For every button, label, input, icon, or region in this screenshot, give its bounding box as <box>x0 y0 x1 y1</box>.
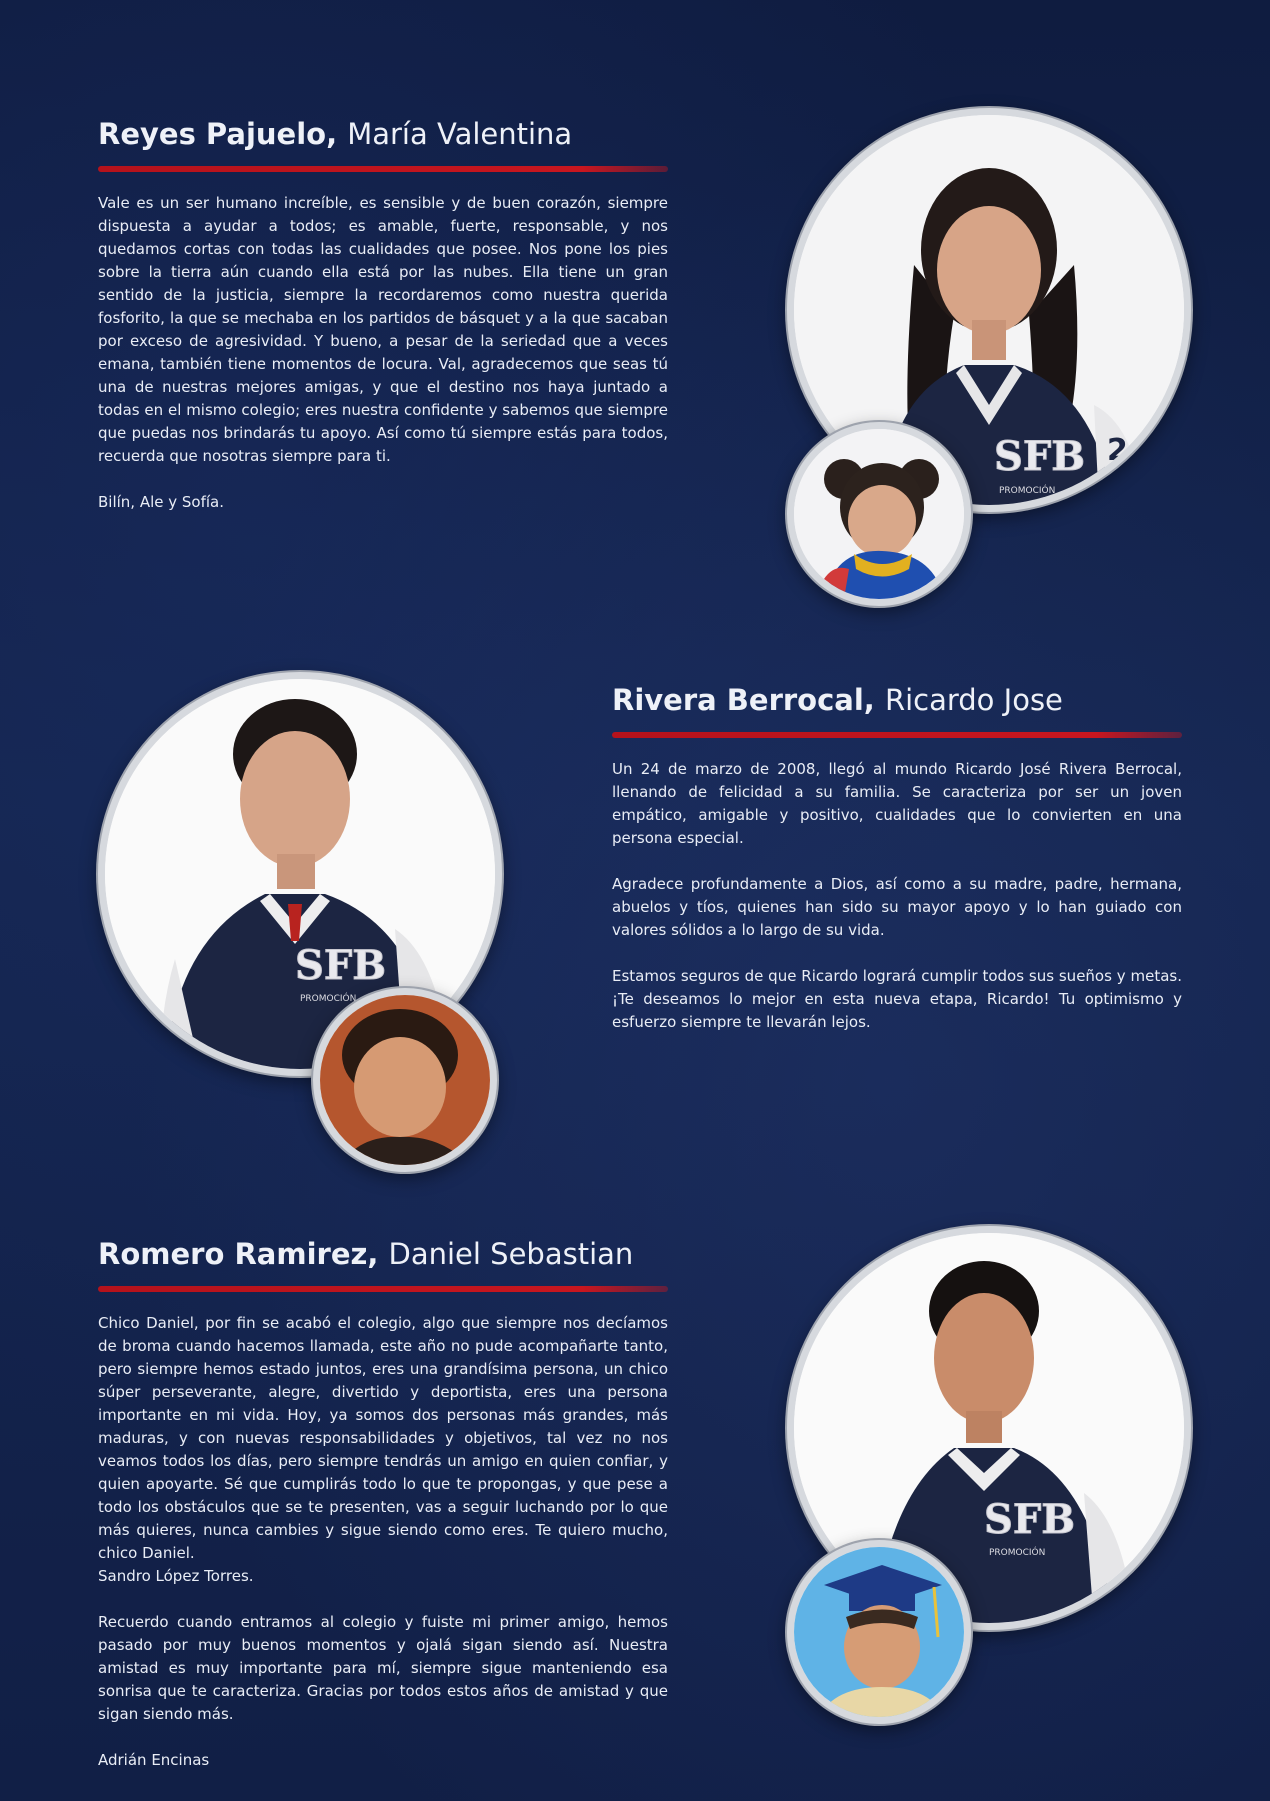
student-name <box>98 116 668 152</box>
red-divider <box>98 1286 668 1292</box>
last-name: Rivera Berrocal, <box>612 683 875 717</box>
last-name: Reyes Pajuelo, <box>98 117 338 151</box>
sleeve-number: 24 <box>1107 433 1149 468</box>
jacket-letters: SFB <box>295 942 387 989</box>
inline-signature: Sandro López Torres. <box>98 1567 254 1585</box>
first-name: Ricardo Jose <box>884 683 1063 717</box>
dedication-signature: Bilín, Ale y Sofía. <box>98 493 225 511</box>
dedication-paragraph: Un 24 de marzo de 2008, llegó al mundo Ricardo José Rivera Berrocal, llenando de felicidad a su familia. Se caracteriza por ser un joven empático, amigable y positivo, cualidades que lo convierten en una persona especial. <box>612 760 1182 847</box>
childhood-photo <box>787 422 971 606</box>
student-entry-romero <box>98 1236 668 1772</box>
jacket-sub-text: PROMOCIÓN <box>999 486 1056 496</box>
first-name: María Valentina <box>347 117 573 151</box>
dedication-paragraph: Estamos seguros de que Ricardo logrará cumplir todos sus sueños y metas. ¡Te deseamos lo mejor en esta nueva etapa, Ricardo! Tu optimismo y esfuerzo siempre te llevarán lejos. <box>612 967 1182 1031</box>
dedication-signature: Adrián Encinas <box>98 1751 210 1769</box>
student-name <box>98 1236 668 1272</box>
last-name: Romero Ramirez, <box>98 1237 379 1271</box>
dedication-paragraph: Agradece profundamente a Dios, así como a su madre, padre, hermana, abuelos y tíos, quienes han sido su mayor apoyo y lo han guiado con valores sólidos a lo largo de su vida. <box>612 875 1182 939</box>
red-divider <box>98 166 668 172</box>
jacket-letters: SFB <box>994 433 1086 480</box>
student-name <box>612 682 1182 718</box>
childhood-photo <box>313 988 497 1172</box>
dedication-paragraph: Recuerdo cuando entramos al colegio y fuiste mi primer amigo, hemos pasado por muy buenos momentos y ojalá sigan siendo así. Nuestra amistad es muy importante para mí, siempre sigue manteniendo esa sonrisa que te caracteriza. Gracias por todos estos años de amistad y que sigan siendo más. <box>98 1613 668 1723</box>
first-name: Daniel Sebastian <box>388 1237 634 1271</box>
dedication-paragraph: Vale es un ser humano increíble, es sensible y de buen corazón, siempre dispuesta a ayudar a todos; es amable, fuerte, responsable, y nos quedamos cortas con todas las cualidades que posee. Nos pone los pies sobre la tierra aún cuando ella está por las nubes. Ella tiene un gran sentido de la justicia, siempre la recordaremos como nuestra querida fosforito, la que se mechaba en los partidos de básquet y a la que sacaban por exceso de agresividad. Y bueno, a pesar de la seriedad que a veces emana, también tiene momentos de locura. Val, agradecemos que seas tú una de nuestras mejores amigas, y que el destino nos haya juntado a todas en el mismo colegio; eres nuestra confidente y sabemos que siempre que puedas nos brindarás tu apoyo. Así como tú siempre estás para todos, recuerda que nosotras siempre para ti. <box>98 194 668 465</box>
student-entry-rivera <box>612 682 1182 1034</box>
jacket-sub-text: PROMOCIÓN <box>300 994 357 1004</box>
jacket-letters: SFB <box>984 1496 1076 1543</box>
dedication-paragraph: Chico Daniel, por fin se acabó el colegio, algo que siempre nos decíamos de broma cuando hacemos llamada, este año no pude acompañarte tanto, pero siempre hemos estado juntos, eres una grandísima persona, un chico súper perseverante, alegre, divertido y deportista, eres una persona importante en mi vida. Hoy, ya somos dos personas más grandes, más maduras, y con nuevas responsabilidades y objetivos, tal vez no nos veamos todos los días, pero siempre tendrás un amigo en quien confiar, y quien apoyarte. Sé que cumplirás todo lo que te propongas, y que pese a todo los obstáculos que se te presenten, vas a seguir luchando por lo que más quieres, nunca cambies y sigue siendo como eres. Te quiero mucho, chico Daniel. <box>98 1314 668 1562</box>
student-entry-reyes <box>98 116 668 514</box>
jacket-sub-text: PROMOCIÓN <box>989 1548 1046 1558</box>
childhood-photo <box>787 1540 971 1724</box>
red-divider <box>612 732 1182 738</box>
